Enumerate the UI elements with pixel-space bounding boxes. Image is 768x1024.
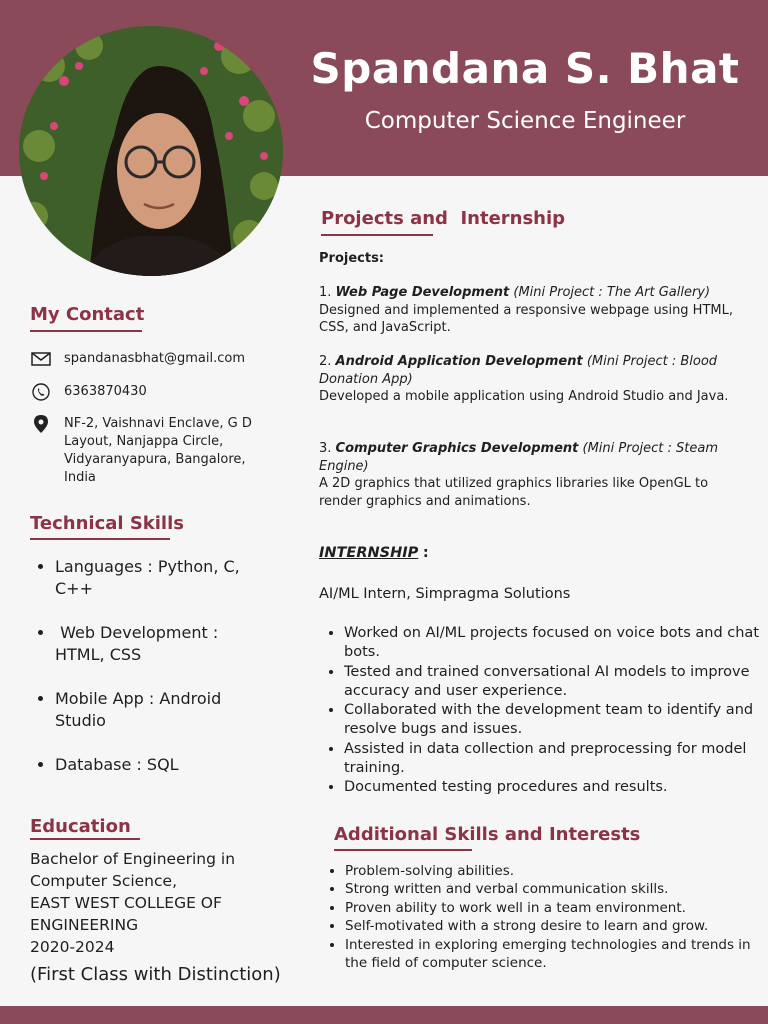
skill-item <box>55 622 285 666</box>
address-line: Layout, Nanjappa Circle, <box>64 434 224 449</box>
internship-bullet: • Tested and trained conversational AI models to improve accuracy and user experience. <box>344 663 764 702</box>
project-description: Developed a mobile application using Android Studio and Java. <box>319 389 729 404</box>
skill-line: HTML, CSS <box>55 645 142 664</box>
candidate-name: Spandana S. Bhat <box>310 44 740 93</box>
education-years: 2020-2024 <box>30 938 115 956</box>
internship-bullet: • Worked on AI/ML projects focused on voice bots and chat bots. <box>344 624 764 663</box>
education-title: Education <box>30 816 131 837</box>
skill-item <box>55 754 285 776</box>
address-line: Vidyaranyapura, Bangalore, <box>64 452 246 467</box>
project-number: 1. <box>319 285 332 300</box>
additional-title-underline <box>334 849 472 851</box>
skill-line: Mobile App : Android <box>55 689 222 708</box>
skill-line: C++ <box>55 579 93 598</box>
contact-address-row <box>30 415 276 487</box>
additional-bullet: • Strong written and verbal communication skills. <box>345 880 765 898</box>
address-line: India <box>64 470 96 485</box>
additional-title: Additional Skills and Interests <box>334 824 641 845</box>
additional-bullet: • Proven ability to work well in a team environment. <box>345 899 765 917</box>
project-description: A 2D graphics that utilized graphics libraries like OpenGL to render graphics and animations. <box>319 476 709 509</box>
project-subtitle: (Mini Project : Steam Engine) <box>319 441 718 474</box>
location-pin-icon <box>30 415 52 433</box>
contact-email[interactable]: spandanasbhat@gmail.com <box>64 351 245 366</box>
projects-label: Projects: <box>319 251 384 266</box>
project-item <box>319 284 739 337</box>
internship-heading <box>319 545 739 563</box>
profile-photo-illustration <box>19 26 283 276</box>
contact-title-underline <box>30 330 142 332</box>
project-item <box>319 440 739 510</box>
education-college-line: EAST WEST COLLEGE OF <box>30 894 222 912</box>
contact-phone-row <box>30 383 276 401</box>
skill-line: Database : SQL <box>55 755 179 774</box>
footer-band <box>0 1006 768 1024</box>
skills-title-underline <box>30 538 170 540</box>
skill-line: Web Development : <box>55 623 219 642</box>
contact-title: My Contact <box>30 304 145 325</box>
additional-bullet: • Interested in exploring emerging technologies and trends in the field of computer science. <box>345 936 765 973</box>
education-note: (First Class with Distinction) <box>30 964 281 985</box>
project-subtitle: (Mini Project : Blood Donation App) <box>319 354 718 387</box>
education-college-line: ENGINEERING <box>30 916 139 934</box>
project-number: 2. <box>319 354 332 369</box>
education-degree-line: Bachelor of Engineering in <box>30 850 236 868</box>
project-number: 3. <box>319 441 332 456</box>
project-description: Designed and implemented a responsive webpage using HTML, CSS, and JavaScript. <box>319 302 733 335</box>
address-line: NF-2, Vaishnavi Enclave, G D <box>64 416 252 431</box>
skill-item <box>55 556 285 600</box>
internship-bullets <box>319 624 764 798</box>
additional-bullet: • Self-motivated with a strong desire to learn and grow. <box>345 917 765 935</box>
internship-role: AI/ML Intern, Simpragma Solutions <box>319 586 571 602</box>
skills-list <box>30 556 285 798</box>
skill-line: Languages : Python, C, <box>55 557 240 576</box>
project-title: Web Page Development <box>335 285 510 300</box>
project-subtitle: (Mini Project : The Art Gallery) <box>513 285 711 300</box>
project-title: Android Application Development <box>335 354 583 369</box>
phone-icon <box>30 383 52 401</box>
mail-icon <box>30 350 52 368</box>
internship-bullet: • Assisted in data collection and preprocessing for model training. <box>344 740 764 779</box>
contact-address <box>64 415 276 487</box>
additional-bullets <box>319 862 765 972</box>
internship-label: INTERNSHIP <box>319 545 419 561</box>
internship-bullet: • Documented testing procedures and results. <box>344 778 764 797</box>
internship-bullet: • Collaborated with the development team to identify and resolve bugs and issues. <box>344 701 764 740</box>
education-title-underline <box>30 838 140 840</box>
additional-bullet: • Problem-solving abilities. <box>345 862 765 880</box>
education-degree-line: Computer Science, <box>30 872 177 890</box>
projects-title: Projects and Internship <box>321 208 566 229</box>
skill-item <box>55 688 285 732</box>
skill-line: Studio <box>55 711 106 730</box>
contact-email-row <box>30 350 276 368</box>
candidate-role: Computer Science Engineer <box>364 108 686 134</box>
profile-photo <box>19 26 283 276</box>
internship-colon: : <box>422 545 429 561</box>
contact-phone[interactable]: 6363870430 <box>64 384 147 399</box>
skills-title: Technical Skills <box>30 513 184 534</box>
project-item <box>319 353 739 406</box>
projects-title-underline <box>321 234 433 236</box>
project-title: Computer Graphics Development <box>335 441 579 456</box>
